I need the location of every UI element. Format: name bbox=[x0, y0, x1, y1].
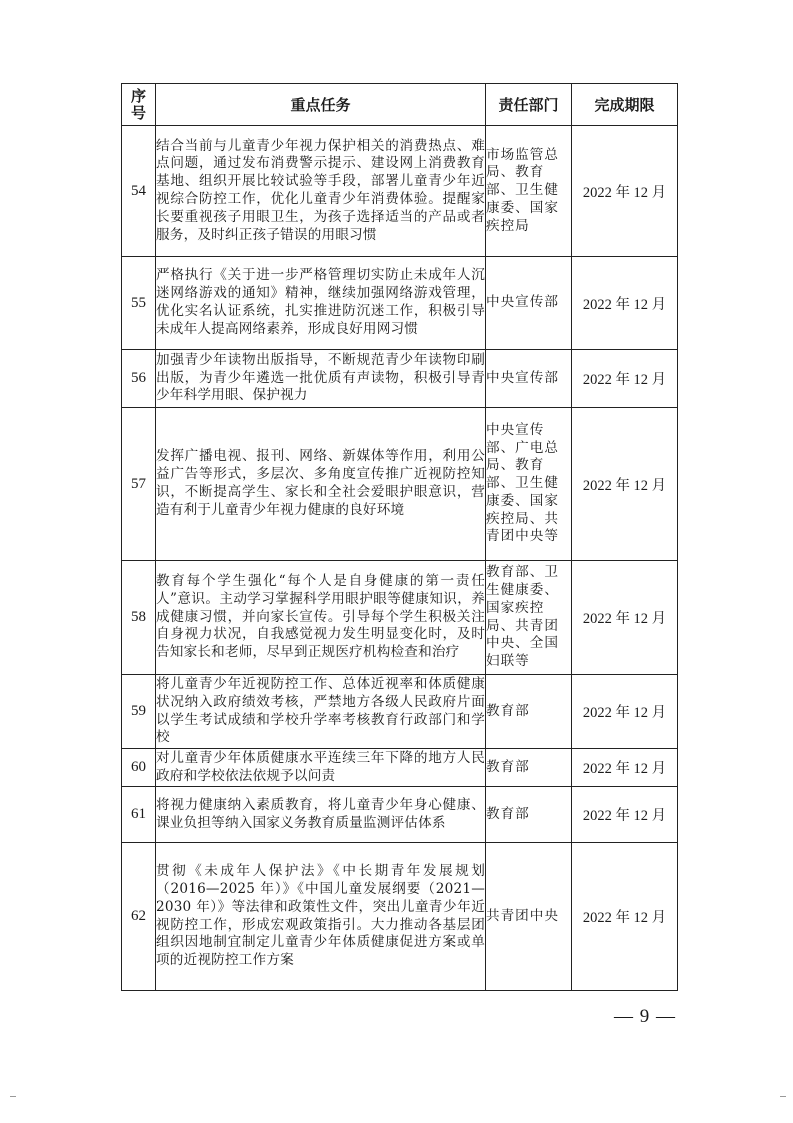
row-num: 58 bbox=[122, 561, 156, 675]
row-deadline: 2022 年 12 月 bbox=[572, 126, 678, 257]
table-row bbox=[122, 675, 678, 749]
row-dept: 市场监管总局、教育部、卫生健康委、国家疾控局 bbox=[486, 126, 572, 257]
crop-mark bbox=[10, 1096, 16, 1097]
row-num: 59 bbox=[122, 675, 156, 749]
header-deadline: 完成期限 bbox=[572, 84, 678, 126]
row-num: 62 bbox=[122, 843, 156, 991]
row-deadline: 2022 年 12 月 bbox=[572, 675, 678, 749]
table-row bbox=[122, 561, 678, 675]
row-deadline: 2022 年 12 月 bbox=[572, 561, 678, 675]
row-dept: 教育部、卫生健康委、国家疾控局、共青团中央、全国妇联等 bbox=[486, 561, 572, 675]
page-number: — 9 — bbox=[614, 1006, 676, 1027]
row-deadline: 2022 年 12 月 bbox=[572, 257, 678, 350]
header-task: 重点任务 bbox=[156, 84, 486, 126]
header-dept: 责任部门 bbox=[486, 84, 572, 126]
row-deadline: 2022 年 12 月 bbox=[572, 749, 678, 787]
row-dept: 教育部 bbox=[486, 675, 572, 749]
row-num: 55 bbox=[122, 257, 156, 350]
table-row bbox=[122, 350, 678, 408]
row-task: 加强青少年读物出版指导，不断规范青少年读物印刷出版，为青少年遴选一批优质有声读物，积极引导青少年科学用眼、保护视力 bbox=[156, 350, 486, 408]
header-num-label: 序号 bbox=[130, 86, 146, 122]
row-task: 对儿童青少年体质健康水平连续三年下降的地方人民政府和学校依法依规予以问责 bbox=[156, 749, 486, 787]
row-dept: 中央宣传部 bbox=[486, 350, 572, 408]
row-deadline: 2022 年 12 月 bbox=[572, 350, 678, 408]
table-header-row bbox=[122, 84, 678, 126]
row-dept: 教育部 bbox=[486, 749, 572, 787]
row-dept: 共青团中央 bbox=[486, 843, 572, 991]
row-dept: 教育部 bbox=[486, 787, 572, 843]
crop-mark bbox=[780, 1096, 786, 1097]
row-dept: 中央宣传部、广电总局、教育部、卫生健康委、国家疾控局、共青团中央等 bbox=[486, 408, 572, 561]
row-dept: 中央宣传部 bbox=[486, 257, 572, 350]
row-deadline: 2022 年 12 月 bbox=[572, 787, 678, 843]
row-task: 结合当前与儿童青少年视力保护相关的消费热点、难点问题，通过发布消费警示提示、建设网上消费教育基地、组织开展比较试验等手段，部署儿童青少年近视综合防控工作，优化儿童青少年消费体验。提醒家长要重视孩子用眼卫生，为孩子选择适当的产品或者服务，及时纠正孩子错误的用眼习惯 bbox=[156, 126, 486, 257]
row-num: 61 bbox=[122, 787, 156, 843]
table-row bbox=[122, 126, 678, 257]
row-deadline: 2022 年 12 月 bbox=[572, 843, 678, 991]
table-row bbox=[122, 257, 678, 350]
row-task: 将儿童青少年近视防控工作、总体近视率和体质健康状况纳入政府绩效考核，严禁地方各级人民政府片面以学生考试成绩和学校升学率考核教育行政部门和学校 bbox=[156, 675, 486, 749]
table-row bbox=[122, 787, 678, 843]
row-task: 贯彻《未成年人保护法》《中长期青年发展规划（2016—2025 年）》《中国儿童发展纲要（2021—2030 年）》等法律和政策性文件，突出儿童青少年近视防控工作，形成宏观政策指引。大力推动各基层团组织因地制宜制定儿童青少年体质健康促进方案或单项的近视防控工作方案 bbox=[156, 843, 486, 991]
row-num: 57 bbox=[122, 408, 156, 561]
row-num: 56 bbox=[122, 350, 156, 408]
row-deadline: 2022 年 12 月 bbox=[572, 408, 678, 561]
row-task: 发挥广播电视、报刊、网络、新媒体等作用，利用公益广告等形式，多层次、多角度宣传推广近视防控知识，不断提高学生、家长和全社会爱眼护眼意识，营造有利于儿童青少年视力健康的良好环境 bbox=[156, 408, 486, 561]
row-task: 严格执行《关于进一步严格管理切实防止未成年人沉迷网络游戏的通知》精神，继续加强网络游戏管理，优化实名认证系统，扎实推进防沉迷工作，积极引导未成年人提高网络素养，形成良好用网习惯 bbox=[156, 257, 486, 350]
row-num: 54 bbox=[122, 126, 156, 257]
row-num: 60 bbox=[122, 749, 156, 787]
task-table bbox=[121, 83, 678, 991]
header-num bbox=[122, 84, 156, 126]
row-task: 将视力健康纳入素质教育，将儿童青少年身心健康、课业负担等纳入国家义务教育质量监测评估体系 bbox=[156, 787, 486, 843]
table-row bbox=[122, 749, 678, 787]
table-row bbox=[122, 408, 678, 561]
table-row bbox=[122, 843, 678, 991]
row-task: 教育每个学生强化“每个人是自身健康的第一责任人”意识。主动学习掌握科学用眼护眼等健康知识，养成健康习惯，并向家长宣传。引导每个学生积极关注自身视力状况，自我感觉视力发生明显变化时，及时告知家长和老师，尽早到正规医疗机构检查和治疗 bbox=[156, 561, 486, 675]
